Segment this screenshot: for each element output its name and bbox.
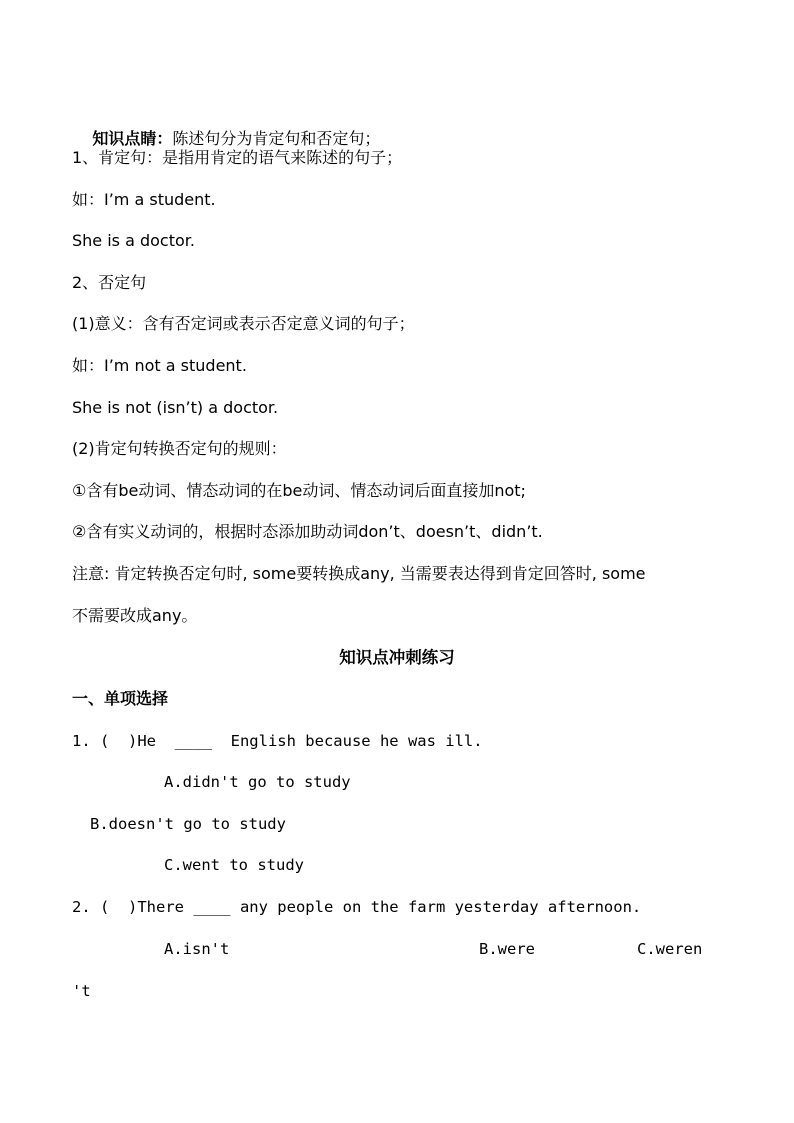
question-2-stem: 2. ( )There ____ any people on the farm yesterday afternoon. [72, 898, 642, 916]
question-1-option-a: A.didn't go to study [164, 773, 351, 791]
negative-heading: 2、否定句 [72, 273, 147, 292]
question-1-option-b: B.doesn't go to study [90, 815, 286, 833]
conversion-rules-heading: (2)肯定句转换否定句的规则： [72, 439, 287, 458]
question-1-stem: 1. ( )He ____ English because he was ill. [72, 732, 483, 750]
summary-heading [72, 106, 381, 148]
affirmative-definition: 1、肯定句：是指用肯定的语气来陈述的句子； [72, 148, 403, 167]
summary-heading-label: 知识点睛： [92, 129, 173, 148]
affirmative-example-2: She is a doctor. [72, 231, 195, 250]
practice-title: 知识点冲刺练习 [339, 648, 455, 667]
question-1-option-c: C.went to study [164, 856, 304, 874]
negative-example-1: 如：I’m not a student. [72, 356, 247, 375]
negative-example-2: She is not (isn’t) a doctor. [72, 398, 279, 417]
note-line-2: 不需要改成any。 [72, 606, 198, 625]
negative-meaning: (1)意义：含有否定词或表示否定意义词的句子； [72, 314, 415, 333]
question-2-option-c-wrap: 't [72, 982, 91, 1000]
question-2-option-a: A.isn't [164, 940, 230, 958]
rule-2: ②含有实义动词的，根据时态添加助动词don’t、doesn’t、didn’t. [72, 522, 543, 541]
question-2-option-c: C.weren [637, 940, 703, 958]
section-heading-single-choice: 一、单项选择 [72, 689, 169, 708]
affirmative-example-1: 如：I’m a student. [72, 190, 216, 209]
summary-heading-text: 陈述句分为肯定句和否定句； [172, 129, 381, 148]
rule-1: ①含有be动词、情态动词的在be动词、情态动词后面直接加not; [72, 481, 526, 500]
note-line-1: 注意: 肯定转换否定句时, some要转换成any, 当需要表达得到肯定回答时, some [72, 564, 646, 583]
question-2-option-b: B.were [479, 940, 535, 958]
